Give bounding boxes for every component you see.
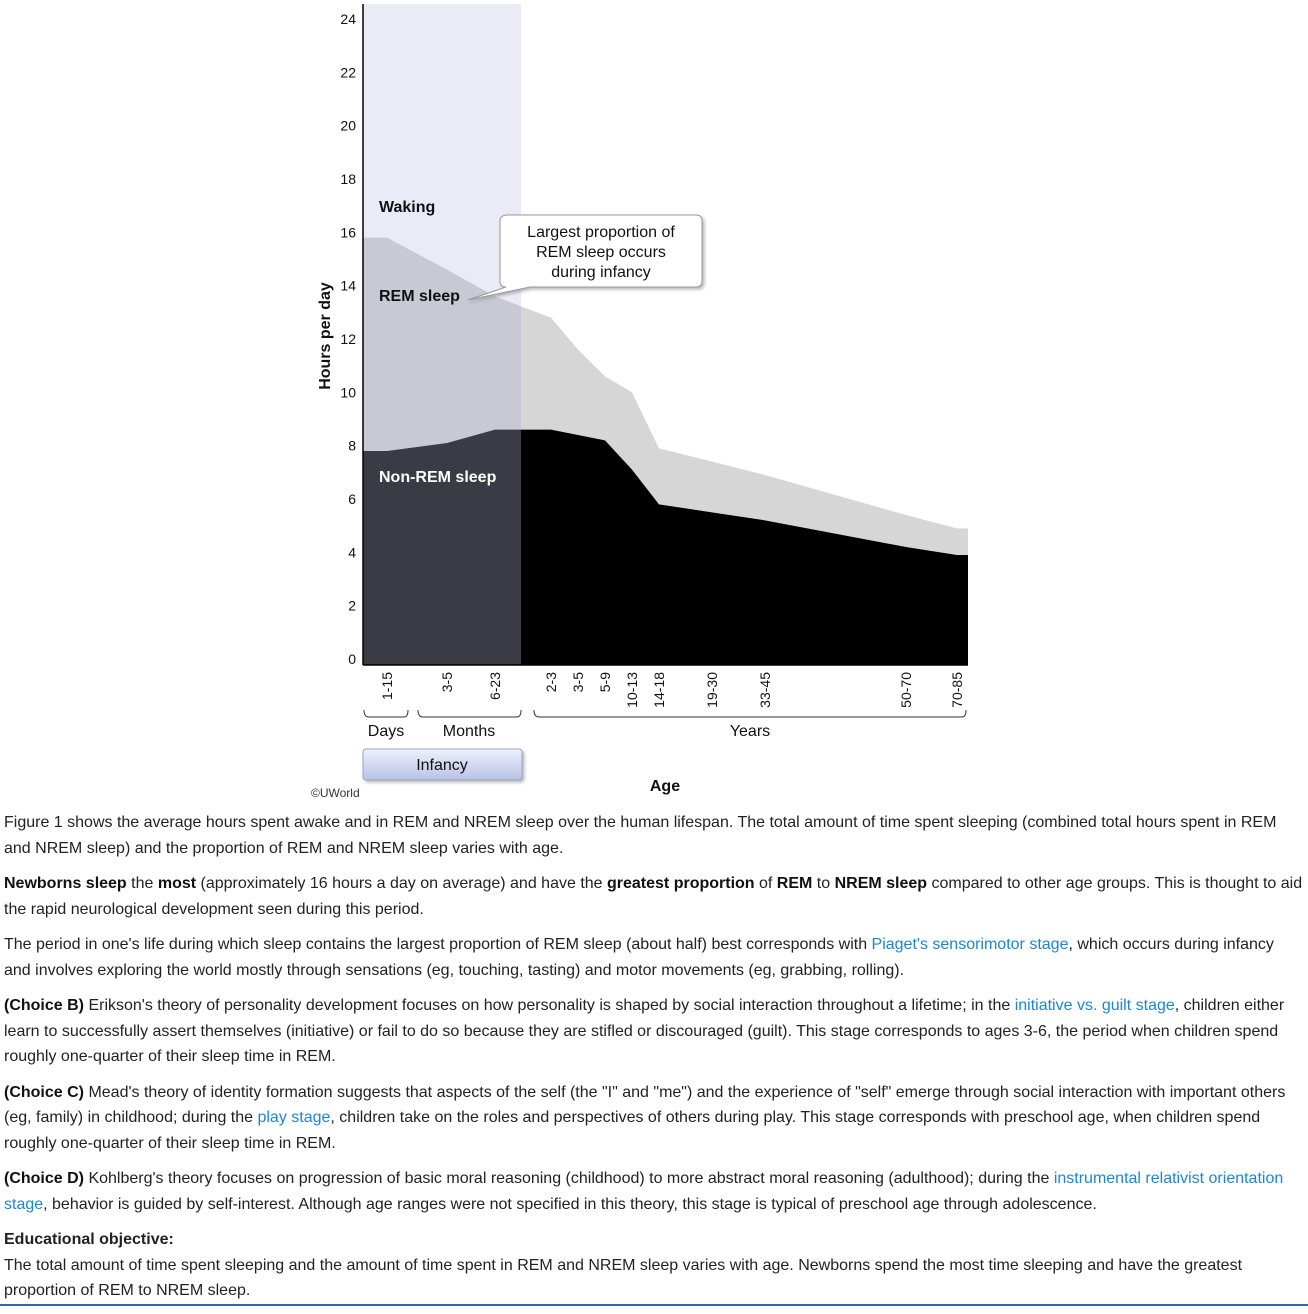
rem-sleep-label: REM sleep [379, 288, 460, 305]
x-tick-label: 14-18 [651, 672, 667, 708]
y-tick-label: 16 [340, 224, 356, 241]
x-tick-label: 2-3 [543, 672, 559, 693]
x-tick-label: 10-13 [624, 672, 640, 708]
y-tick-label: 24 [340, 11, 356, 27]
text-fragment: of [754, 875, 777, 892]
bold-greatest-proportion: greatest proportion [607, 875, 755, 892]
x-tick-label: 33-45 [757, 672, 773, 708]
x-tick-label: 50-70 [898, 672, 914, 708]
educational-objective-text: The total amount of time spent sleeping and the amount of time spent in REM and NREM sleep varies with age. Newborns spend the most time sleeping and have the greatest proportion of REM to NREM sleep. [4, 1256, 1243, 1299]
group-label-days: Days [367, 723, 405, 740]
explanation-section [4, 810, 1304, 1314]
text-fragment: The period in one's life during which sleep contains the largest proportion of REM sleep (about half) best corresponds with [4, 936, 872, 953]
callout-line-2: REM sleep occurs [536, 244, 666, 261]
x-tick-label: 3-5 [570, 672, 586, 693]
x-tick-label: 70-85 [949, 672, 965, 708]
days-bracket [364, 710, 408, 717]
y-tick-label: 18 [340, 171, 356, 187]
initiative-vs-guilt-link[interactable]: initiative vs. guilt stage [1014, 997, 1175, 1014]
y-tick-label: 6 [348, 491, 356, 507]
explanation-paragraph-1: Figure 1 shows the average hours spent awake and in REM and NREM sleep over the human lifespan. The total amount of time spent sleeping (combined total hours spent in REM and NREM sleep) and the proportion of REM and NREM sleep varies with age. [4, 814, 1277, 857]
x-tick-label: 5-9 [597, 672, 613, 693]
years-bracket [534, 710, 966, 717]
y-tick-label: 22 [340, 64, 356, 81]
months-bracket [418, 710, 521, 717]
text-fragment: , behavior is guided by self-interest. Although age ranges were not specified in this theory, this stage is typical of preschool age through adolescence. [43, 1195, 1097, 1213]
text-fragment: , children either learn to successfully assert themselves (initiative) or fail to do so because they are stifled or discouraged (guilt). This stage corresponds to ages 3-6, the period when children spend roughly one-quarter of their sleep time in REM. [4, 997, 1285, 1065]
piaget-sensorimotor-link[interactable]: Piaget's sensorimotor stage [871, 936, 1069, 953]
group-label-months: Months [442, 723, 496, 740]
x-tick-label: 19-30 [704, 672, 720, 708]
educational-objective-title: Educational objective: [4, 1231, 174, 1248]
bold-rem: REM [776, 875, 813, 892]
bottom-divider [0, 1304, 1308, 1306]
choice-b-paragraph [4, 993, 1304, 1070]
choice-c-label: (Choice C) [4, 1083, 84, 1101]
y-tick-label: 20 [340, 117, 356, 134]
y-tick-label: 2 [348, 597, 356, 614]
text-fragment: Kohlberg's theory focuses on progression of basic moral reasoning (childhood) to more abstract moral reasoning (adulthood); during the [84, 1170, 1054, 1187]
callout-line-3: during infancy [551, 264, 651, 281]
copyright-text: ©UWorld [311, 786, 360, 800]
y-tick-label: 8 [348, 437, 356, 454]
y-tick-label: 10 [340, 384, 356, 401]
text-fragment: the [126, 875, 158, 892]
callout-line-1: Largest proportion of [527, 224, 675, 241]
text-fragment: , which occurs during infancy and involves exploring the world mostly through sensations (eg, touching, tasting) and motor movements (eg, grabbing, rolling). [4, 936, 1274, 979]
x-tick-label: 6-23 [487, 672, 503, 701]
y-tick-label: 4 [348, 544, 356, 561]
text-fragment: compared to other age groups. This is thought to aid the rapid neurological development seen during this period. [4, 875, 1303, 918]
y-tick-label: 12 [340, 331, 356, 347]
choice-d-label: (Choice D) [4, 1170, 84, 1187]
bold-newborns-sleep: Newborns sleep [4, 875, 127, 892]
text-fragment: to [812, 875, 835, 892]
explanation-paragraph-2 [4, 871, 1304, 922]
infancy-badge-label: Infancy [416, 757, 468, 774]
group-label-years: Years [729, 723, 771, 740]
y-tick-label: 14 [340, 277, 356, 294]
play-stage-link[interactable]: play stage [257, 1109, 331, 1126]
instrumental-relativist-link[interactable]: instrumental relativist orientation stage [4, 1170, 1284, 1213]
text-fragment: Erikson's theory of personality development focuses on how personality is shaped by social interaction throughout a lifetime; in the [84, 997, 1015, 1014]
bold-nrem-sleep: NREM sleep [834, 875, 928, 892]
choice-d-paragraph [4, 1166, 1304, 1217]
text-fragment: , children take on the roles and perspectives of others during play. This stage corresponds with preschool age, when children spend roughly one-quarter of their sleep time in REM. [4, 1109, 1261, 1152]
x-tick-label: 3-5 [439, 672, 455, 693]
text-fragment: Mead's theory of identity formation suggests that aspects of the self (the "I" and "me") and the experience of "self" emerge through social interaction with important others (eg, family) in childhood; during the [4, 1083, 1286, 1126]
explanation-paragraph-3 [4, 932, 1304, 983]
choice-c-paragraph [4, 1080, 1304, 1157]
y-tick-label: 0 [348, 651, 356, 667]
choice-b-label: (Choice B) [4, 997, 84, 1014]
x-axis-label: Age [649, 778, 681, 795]
x-tick-label: 1-15 [379, 672, 395, 701]
text-fragment: (approximately 16 hours a day on average) and have the [196, 875, 607, 892]
bold-most: most [157, 875, 197, 892]
y-axis-label: Hours per day [317, 282, 334, 390]
non-rem-sleep-label: Non-REM sleep [379, 469, 497, 486]
waking-label: Waking [379, 199, 436, 216]
